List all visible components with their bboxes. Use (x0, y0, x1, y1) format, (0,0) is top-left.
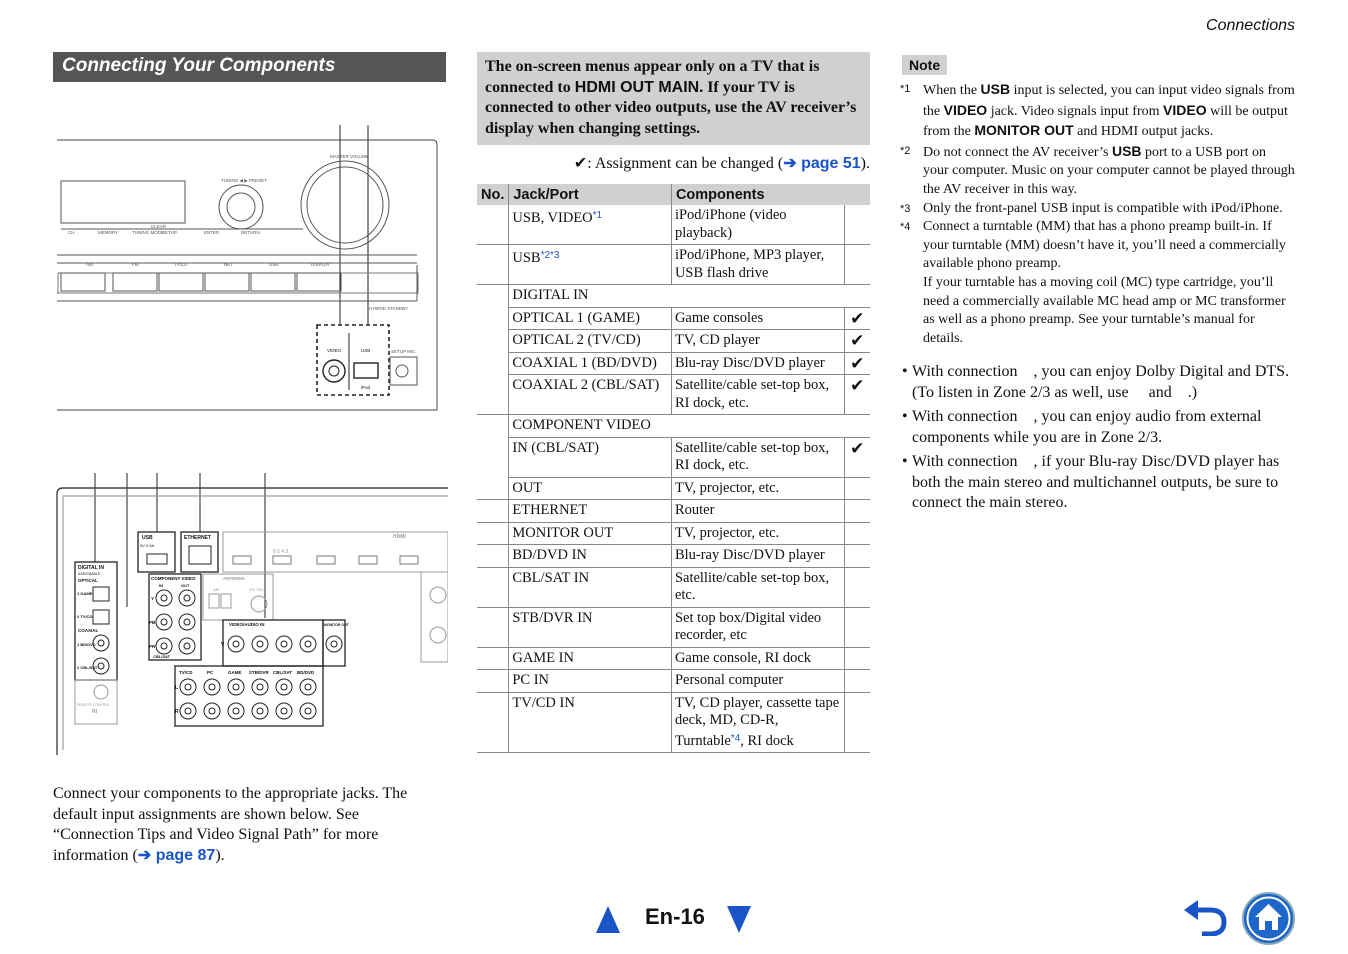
table-row (477, 477, 870, 500)
cell-jack-text: USB (512, 250, 541, 266)
cell-comp-text: Game console, RI dock (674, 649, 812, 666)
table-row (477, 607, 870, 647)
cell-jack-text: USB, VIDEO (512, 210, 593, 226)
note-item (900, 80, 1295, 142)
table-row (477, 415, 870, 438)
cell-jack (509, 415, 870, 438)
rear-label-am: AM (213, 587, 219, 592)
assignment-note (574, 153, 870, 173)
table-row (477, 545, 870, 568)
table-row (477, 285, 870, 308)
rear-label-col6: BD/DVD (297, 670, 315, 675)
check-icon: ✔ (844, 352, 870, 375)
cell-comp-text: TV, projector, etc. (674, 524, 780, 541)
breadcrumb: Connections (1206, 17, 1295, 34)
cell-jack-text: TV/CD IN (512, 694, 575, 711)
cell-jack-text: CBL/SAT IN (512, 569, 590, 586)
cell-comp-text: Satellite/cable set-top box, RI dock, etc. (674, 439, 830, 473)
rear-label-col2: PC (207, 670, 214, 675)
check-icon (844, 500, 870, 523)
rear-label-ri: RI (92, 709, 97, 715)
front-label-src6: DISPLAY (311, 262, 330, 267)
assignment-end: ). (860, 155, 870, 172)
rear-label-antenna: ANTENNA (223, 576, 245, 581)
rear-panel-diagram (53, 470, 448, 755)
note-mark: *4 (900, 221, 911, 234)
front-label-clear: CLEAR (151, 224, 167, 229)
table-row (477, 647, 870, 670)
cell-components (671, 567, 844, 607)
bullet-item: • With connection , you can enjoy Dolby Digital and DTS. (To listen in Zone 2/3 as well, use and .) (902, 362, 1297, 403)
cell-components (671, 692, 844, 753)
front-label-video: VIDEO (327, 348, 342, 353)
rear-label-comp-assign: CBL/SAT (153, 654, 171, 659)
cell-jack-text: COAXIAL 2 (CBL/SAT) (512, 377, 660, 393)
warning-hdmi-label: HDMI OUT MAIN (574, 78, 700, 96)
rear-label-digital-in: DIGITAL IN (78, 565, 104, 571)
cell-no (477, 375, 509, 415)
cell-jack-text: ETHERNET (512, 502, 588, 518)
cell-jack-text: GAME IN (512, 649, 574, 666)
cell-jack-text: COAXIAL 1 (BD/DVD) (512, 354, 657, 371)
rear-label-opt2: 2 TV/CD (77, 614, 93, 619)
rear-label-row-r: R (175, 709, 179, 715)
cell-jack-text: BD/DVD IN (512, 547, 587, 563)
section-title: Connecting Your Components (53, 52, 446, 82)
jack-table (477, 184, 870, 753)
intro-end: ). (215, 846, 225, 864)
note-text: Connect a turntable (MM) that has a phono preamp built-in. If your turntable (MM) doesn’t have it, you’ll need a commercially available phono preamp. If your turntable has a moving coil (MC) type cartridge, you’ll need a commercially available MC head amp or MC transformer as well as a phono preamp. See your turntable’s manual for details. (923, 219, 1286, 346)
cell-components (671, 375, 844, 415)
cell-no (477, 692, 509, 753)
cell-components (671, 352, 844, 375)
front-label-standby: HYBRID STANDBY (369, 306, 409, 311)
cell-components (671, 607, 844, 647)
cell-no (477, 307, 509, 330)
page-87-link[interactable]: ➔ page 87 (137, 846, 216, 864)
check-icon: ✔ (844, 307, 870, 330)
cell-jack-text: MONITOR OUT (512, 524, 614, 541)
table-row (477, 307, 870, 330)
cell-comp-text: Set top box/Digital video recorder, etc (674, 609, 822, 643)
bullet-item: • With connection , if your Blu-ray Disc/DVD player has both the main stereo and multichannel outputs, be sure to connect the main stereo. (902, 452, 1297, 514)
front-label-btn2: MEMORY (98, 230, 119, 235)
check-icon (844, 522, 870, 545)
check-icon: ✔ (844, 437, 870, 477)
cell-comp-end: , RI dock (740, 732, 794, 749)
note-mark: *1 (900, 83, 911, 95)
cell-no (477, 352, 509, 375)
table-row (477, 245, 870, 285)
cell-jack-text: COMPONENT VIDEO (512, 417, 651, 433)
rear-label-video-audio-in: VIDEO/AUDIO IN (229, 622, 265, 627)
cell-components (671, 307, 844, 330)
cell-no (477, 330, 509, 353)
table-header-row (477, 184, 870, 205)
note-text: When the USB input is selected, you can input video signals from the VIDEO jack. Video signals input from VIDEO will be output from the MONITOR OUT and HDMI output jacks. (923, 81, 1295, 140)
cell-components (671, 330, 844, 353)
cell-components (671, 205, 844, 245)
note-mark: *3 (900, 202, 911, 215)
intro-paragraph (53, 784, 438, 866)
prev-page-icon[interactable] (596, 906, 620, 933)
check-icon: ✔ (844, 375, 870, 415)
cell-jack (509, 437, 672, 477)
cell-no (477, 607, 509, 647)
cell-components (671, 670, 844, 693)
check-icon (844, 545, 870, 568)
table-row (477, 330, 870, 353)
check-icon (844, 477, 870, 500)
cell-jack (509, 647, 672, 670)
front-label-src4: NET (224, 262, 233, 267)
front-label-usb: USB (361, 348, 371, 353)
note-text: Do not connect the AV receiver’s USB port to a USB port on your computer. Music on your computer cannot be played through the AV receiver in this way. (923, 142, 1295, 197)
rear-label-hdmi: HDMI (393, 534, 406, 540)
rear-label-col5: CBL/SAT (273, 670, 293, 675)
cell-jack-text: OPTICAL 2 (TV/CD) (512, 332, 641, 348)
front-label-btn5: ENTER (204, 230, 220, 235)
cell-jack (509, 245, 672, 285)
cell-jack-text: IN (CBL/SAT) (512, 439, 599, 456)
footnote-ref[interactable]: *2*3 (540, 250, 560, 261)
cell-components (671, 647, 844, 670)
page-51-link[interactable]: ➔ page 51 (783, 155, 861, 172)
cell-comp-text: TV, CD player, cassette tape deck, MD, CD-R, Turntable (674, 694, 840, 749)
home-icon[interactable] (1242, 892, 1295, 945)
rear-label-monitor: MONITOR OUT (324, 623, 349, 627)
assignment-text: ✔: Assignment can be changed ( (573, 155, 784, 172)
table-row (477, 352, 870, 375)
cell-no (477, 522, 509, 545)
rear-label-opt1: 1 GAME (77, 591, 93, 596)
cell-no (477, 285, 509, 308)
note-item (900, 200, 1295, 219)
check-icon (844, 647, 870, 670)
front-label-volume: MASTER VOLUME (330, 154, 370, 159)
cell-no (477, 647, 509, 670)
rear-label-col1: TV/CD (179, 670, 193, 675)
table-row (477, 670, 870, 693)
cell-no (477, 415, 509, 438)
rear-label-coax1: 1 BD/DVD (77, 642, 96, 647)
rear-label-coax2: 2 CBL/SAT (77, 665, 98, 670)
check-icon (844, 245, 870, 285)
cell-jack (509, 330, 672, 353)
cell-jack (509, 567, 672, 607)
check-icon (844, 670, 870, 693)
cell-jack-text: DIGITAL IN (512, 287, 589, 303)
cell-components (671, 477, 844, 500)
cell-no (477, 245, 509, 285)
warning-box (477, 52, 870, 145)
note-text: Only the front-panel USB input is compatible with iPod/iPhone. (923, 200, 1283, 216)
cell-no (477, 205, 509, 245)
table-row (477, 437, 870, 477)
cell-components (671, 245, 844, 285)
cell-jack (509, 307, 672, 330)
rear-label-coaxial: COAXIAL (78, 628, 99, 633)
cell-no (477, 500, 509, 523)
warning-text-1: The on-screen menus appear only on a TV that is connected to (485, 58, 820, 96)
footnote-ref[interactable]: *1 (592, 210, 603, 221)
rear-label-fm: FM 75Ω (249, 587, 264, 592)
bullet-item: • With connection , you can enjoy audio from external components while you are in Zone 2/3. (902, 407, 1297, 448)
cell-components (671, 437, 844, 477)
header-components: Components (671, 184, 870, 205)
front-label-src1: AM (86, 262, 93, 267)
header-no: No. (477, 184, 509, 205)
cell-jack (509, 477, 672, 500)
front-label-src3: TV/CD (174, 262, 188, 267)
rear-label-digital-sub: ASSIGNABLE (78, 572, 101, 576)
cell-jack (509, 375, 672, 415)
rear-label-comp-out: OUT (181, 583, 190, 588)
cell-components (671, 500, 844, 523)
front-label-tuning: TUNING ◀ ▶ PRESET (221, 178, 267, 183)
cell-no (477, 437, 509, 477)
check-icon (844, 692, 870, 753)
bullet-list (902, 362, 1297, 518)
header-jack: Jack/Port (509, 184, 672, 205)
rear-label-comp-pb: PB (149, 620, 156, 625)
rear-label-hdmi-nums: 6 5 4 3 (273, 549, 289, 555)
cell-comp-text: Satellite/cable set-top box, etc. (674, 569, 830, 603)
rear-label-ethernet: ETHERNET (184, 535, 211, 541)
cell-components (671, 522, 844, 545)
cell-no (477, 477, 509, 500)
front-label-src2: FM (132, 262, 139, 267)
cell-jack (509, 692, 672, 753)
cell-comp-text: TV, projector, etc. (674, 479, 780, 496)
cell-comp-text: iPod/iPhone (video playback) (674, 207, 787, 241)
back-icon[interactable] (1182, 898, 1228, 936)
check-icon (844, 205, 870, 245)
note-label: Note (902, 55, 947, 75)
rear-label-comp-in: IN (159, 583, 163, 588)
rear-label-usb: USB (142, 535, 153, 541)
cell-comp-text: Blu-ray Disc/DVD player (674, 547, 825, 563)
cell-no (477, 670, 509, 693)
cell-comp-text: iPod/iPhone, MP3 player, USB flash drive (674, 247, 825, 281)
cell-jack (509, 670, 672, 693)
cell-no (477, 545, 509, 568)
cell-comp-text: Game consoles (674, 309, 764, 326)
rear-label-remote: REMOTE CONTROL (77, 703, 111, 707)
check-icon (844, 607, 870, 647)
front-panel-diagram (53, 125, 448, 415)
cell-no (477, 567, 509, 607)
cell-jack (509, 607, 672, 647)
table-row (477, 205, 870, 245)
rear-label-comp-y: Y (151, 596, 155, 601)
front-label-btn4: SETUP (162, 230, 178, 235)
cell-comp-text: Router (674, 502, 715, 518)
cell-components (671, 545, 844, 568)
note-mark: *2 (900, 144, 911, 157)
cell-jack-text: OUT (512, 479, 543, 496)
page-number: En-16 (645, 904, 705, 929)
cell-jack-text: OPTICAL 1 (GAME) (512, 309, 640, 326)
cell-jack (509, 205, 672, 245)
rear-label-optical: OPTICAL (78, 578, 98, 583)
table-row (477, 692, 870, 753)
rear-label-row-v: V (221, 642, 225, 648)
cell-jack (509, 522, 672, 545)
table-row (477, 567, 870, 607)
front-label-src5: USB (269, 262, 279, 267)
cell-jack (509, 500, 672, 523)
front-label-btn1: CH (68, 230, 75, 235)
cell-comp-text: TV, CD player (674, 332, 760, 348)
front-label-ipod: iPod (361, 385, 371, 390)
rear-label-comp-pr: PR (149, 644, 156, 649)
rear-label-col3: GAME (228, 670, 242, 675)
cell-comp-text: Blu-ray Disc/DVD player (674, 354, 825, 371)
warning-text-2: . If your TV is connected to other video outputs, use the AV receiver’s display when changing settings. (485, 78, 857, 137)
rear-label-component: COMPONENT VIDEO (151, 576, 196, 581)
table-row (477, 522, 870, 545)
cell-jack-text: STB/DVR IN (512, 609, 593, 626)
note-item (900, 142, 1295, 200)
table-row (477, 500, 870, 523)
cell-jack-text: PC IN (512, 672, 550, 688)
note-item (900, 218, 1295, 348)
front-label-btn6: RETURN (241, 230, 260, 235)
cell-jack (509, 545, 672, 568)
intro-text: Connect your components to the appropriate jacks. The default input assignments are shown below. See “Connection Tips and Video Signal Path” for more information ( (53, 785, 408, 864)
cell-comp-text: Personal computer (674, 672, 784, 688)
check-icon (844, 567, 870, 607)
next-page-icon[interactable] (727, 906, 751, 933)
footnote-ref[interactable]: *4 (730, 732, 741, 744)
front-label-btn3: TUNING MODE (132, 230, 164, 235)
front-label-setupmic: SETUP MIC (391, 349, 416, 354)
cell-jack (509, 352, 672, 375)
cell-comp-text: Satellite/cable set-top box, RI dock, etc. (674, 377, 830, 411)
notes-list (900, 80, 1295, 348)
rear-label-row-l: L (175, 685, 179, 691)
table-row (477, 375, 870, 415)
cell-jack (509, 285, 870, 308)
check-icon: ✔ (844, 330, 870, 353)
rear-label-usb-sub: 5V 0.5A (140, 543, 155, 548)
rear-label-col4: STB/DVR (249, 670, 269, 675)
